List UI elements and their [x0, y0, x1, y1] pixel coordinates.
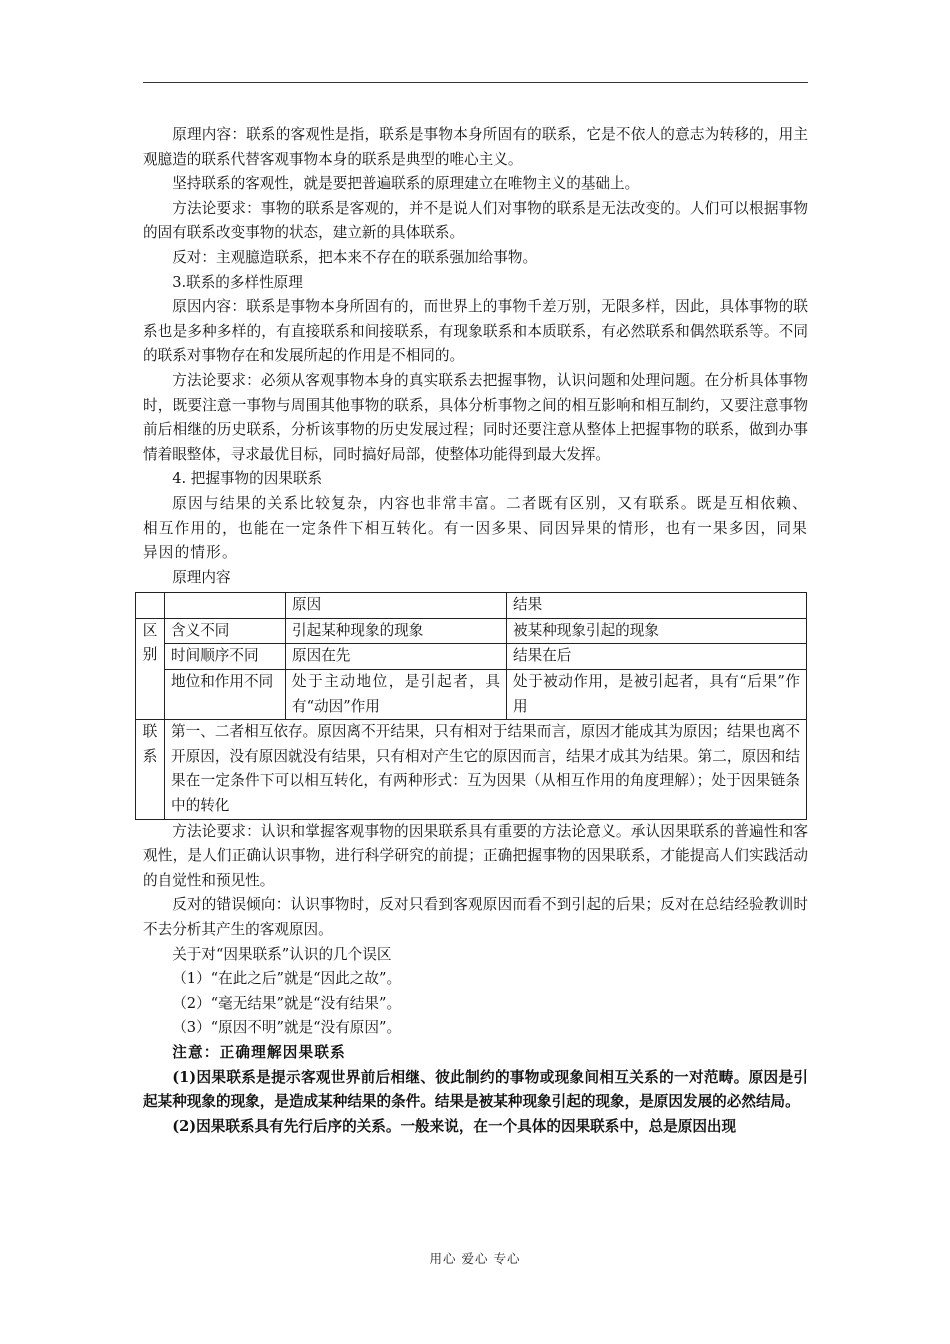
cause-cell: 引起某种现象的现象	[286, 618, 507, 644]
cause-cell: 处于主动地位，是引起者，具有“动因”作用	[286, 670, 507, 720]
table-row	[136, 670, 807, 720]
effect-cell: 处于被动作用，是被引起者，具有“后果”作用	[507, 670, 807, 720]
page-footer: 用心 爱心 专心	[429, 1251, 521, 1266]
paragraph-objectivity-method: 方法论要求：事物的联系是客观的，并不是说人们对事物的联系是无法改变的。人们可以根据事物的固有联系改变事物的状态，建立新的具体联系。	[143, 199, 808, 242]
note-point-2: (2)因果联系具有先行后序的关系。一般来说，在一个具体的因果联系中，总是原因出现	[172, 1117, 737, 1135]
table-row	[136, 644, 807, 670]
paragraph-diversity-principle: 原因内容：联系是事物本身所固有的，而世界上的事物千差万别，无限多样，因此，具体事物的联系也是多种多样的，有直接联系和间接联系，有现象联系和本质联系，有必然联系和偶然联系等。不同的联系对事物存在和发展所起的作用是不相同的。	[143, 298, 808, 365]
label-principle-content: 原理内容	[172, 568, 231, 586]
paragraph-objectivity-oppose: 反对：主观臆造联系，把本来不存在的联系强加给事物。	[172, 248, 538, 266]
note-point-1: (1)因果联系是提示客观世界前后相继、彼此制约的事物或现象间相互关系的一对范畴。原因是引起某种现象的现象，是造成某种结果的条件。结果是被某种现象引起的现象，是原因发展的必然结局。	[143, 1068, 808, 1111]
cause-cell: 原因在先	[286, 644, 507, 670]
paragraph-causality-method: 方法论要求：认识和掌握客观事物的因果联系具有重要的方法论意义。承认因果联系的普遍性和客观性，是人们正确认识事物，进行科学研究的前提；正确把握事物的因果联系，才能提高人们实践活动的自觉性和预见性。	[143, 822, 808, 889]
section-heading-diversity: 3.联系的多样性原理	[172, 273, 303, 291]
cause-effect-table	[135, 592, 807, 819]
paragraph-objectivity-principle: 原理内容：联系的客观性是指，联系是事物本身所固有的联系，它是不依人的意志为转移的，用主观臆造的联系代替客观事物本身的联系是典型的唯心主义。	[143, 126, 808, 168]
paragraph-causality-oppose: 反对的错误倾向：认识事物时，反对只看到客观原因而看不到引起的后果；反对在总结经验教训时不去分析其产生的客观原因。	[143, 896, 808, 938]
effect-cell: 被某种现象引起的现象	[507, 618, 807, 644]
aspect-cell: 含义不同	[165, 618, 286, 644]
table-row-link	[136, 720, 807, 819]
link-description: 第一、二者相互依存。原因离不开结果，只有相对于结果而言，原因才能成其为原因；结果也离不开原因，没有原因就没有结果，只有相对产生它的原因而言，结果才成其为结果。第二，原因和结果在一定条件下可以相互转化，有两种形式：互为因果（从相互作用的角度理解）；处于因果链条中的转化	[165, 720, 807, 819]
table-row	[136, 618, 807, 644]
misconception-item: （2）“毫无结果”就是“没有结果”。	[172, 994, 402, 1012]
document-body	[143, 123, 808, 1139]
misconceptions-heading: 关于对“因果联系”认识的几个误区	[172, 945, 392, 963]
paragraph-objectivity-materialism: 坚持联系的客观性，就是要把普遍联系的原理建立在唯物主义的基础上。	[172, 175, 640, 193]
table-header-row	[136, 593, 807, 619]
header-cause: 原因	[286, 593, 507, 619]
note-heading: 注意：正确理解因果联系	[172, 1043, 346, 1061]
header-rule	[143, 82, 808, 83]
header-effect: 结果	[507, 593, 807, 619]
section-heading-causality: 4. 把握事物的因果联系	[172, 470, 323, 488]
paragraph-causality-intro: 原因与结果的关系比较复杂，内容也非常丰富。二者既有区别，又有联系。既是互相依赖、相互作用的，也能在一定条件下相互转化。有一因多果、同因异果的情形，也有一果多因，同果异因的情形。	[143, 494, 808, 562]
link-label: 联系	[136, 720, 165, 819]
aspect-cell: 地位和作用不同	[165, 670, 286, 720]
misconception-item: （1）“在此之后”就是“因此之故”。	[172, 970, 402, 988]
misconception-item: （3）“原因不明”就是“没有原因”。	[172, 1019, 402, 1037]
difference-label: 区别	[136, 618, 165, 719]
paragraph-diversity-method: 方法论要求：必须从客观事物本身的真实联系去把握事物，认识问题和处理问题。在分析具体事物时，既要注意一事物与周围其他事物的联系，具体分析事物之间的相互影响和相互制约，又要注意事物前后相继的历史联系，分析该事物的历史发展过程；同时还要注意从整体上把握事物的联系，做到办事情着眼整体，寻求最优目标，同时搞好局部，使整体功能得到最大发挥。	[143, 371, 808, 463]
aspect-cell: 时间顺序不同	[165, 644, 286, 670]
effect-cell: 结果在后	[507, 644, 807, 670]
